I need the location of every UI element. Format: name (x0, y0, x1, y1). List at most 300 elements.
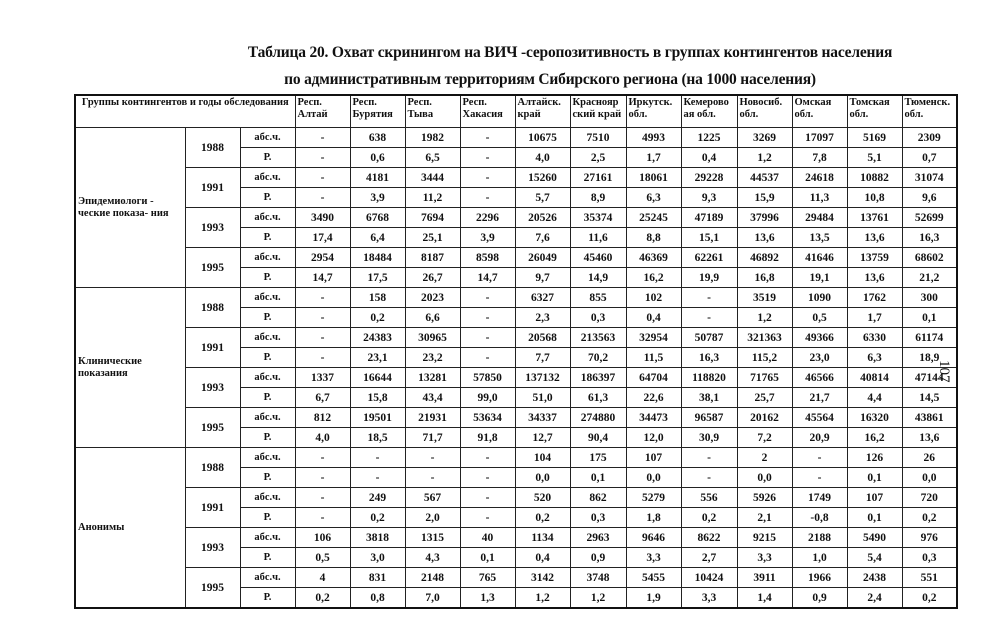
measure-type-cell: Р. (240, 188, 295, 208)
value-cell: - (792, 448, 847, 468)
value-cell: 22,6 (626, 388, 681, 408)
value-cell: 175 (570, 448, 626, 468)
value-cell: - (295, 488, 350, 508)
year-cell: 1993 (185, 208, 240, 248)
value-cell: 6768 (350, 208, 405, 228)
measure-type-cell: Р. (240, 268, 295, 288)
value-cell: 137132 (515, 368, 570, 388)
value-cell: 6,5 (405, 148, 460, 168)
value-cell: 1337 (295, 368, 350, 388)
value-cell: 2,4 (847, 588, 902, 609)
value-cell: 0,5 (792, 308, 847, 328)
value-cell: 71765 (737, 368, 792, 388)
value-cell: 13,6 (737, 228, 792, 248)
value-cell: 2,3 (515, 308, 570, 328)
value-cell: 3748 (570, 568, 626, 588)
value-cell: 1,7 (626, 148, 681, 168)
measure-type-cell: абс.ч. (240, 368, 295, 388)
value-cell: 0,0 (626, 468, 681, 488)
value-cell: 2188 (792, 528, 847, 548)
value-cell: 40814 (847, 368, 902, 388)
value-cell: 2954 (295, 248, 350, 268)
measure-type-cell: абс.ч. (240, 128, 295, 148)
value-cell: 1,2 (570, 588, 626, 609)
value-cell: 21931 (405, 408, 460, 428)
value-cell: 57850 (460, 368, 515, 388)
value-cell: 17,5 (350, 268, 405, 288)
value-cell: 16,2 (847, 428, 902, 448)
value-cell: 47144 (902, 368, 957, 388)
measure-type-cell: Р. (240, 468, 295, 488)
value-cell: 2963 (570, 528, 626, 548)
value-cell: 21,2 (902, 268, 957, 288)
hiv-screening-table (74, 94, 958, 609)
value-cell: 68602 (902, 248, 957, 268)
value-cell: 62261 (681, 248, 737, 268)
value-cell: 551 (902, 568, 957, 588)
value-cell: 4993 (626, 128, 681, 148)
value-cell: 15,9 (737, 188, 792, 208)
value-cell: 862 (570, 488, 626, 508)
value-cell: 19,1 (792, 268, 847, 288)
value-cell: - (295, 188, 350, 208)
table-header-row (75, 95, 957, 128)
value-cell: 20568 (515, 328, 570, 348)
value-cell: 1090 (792, 288, 847, 308)
value-cell: 300 (902, 288, 957, 308)
measure-type-cell: Р. (240, 388, 295, 408)
value-cell: 13,6 (847, 228, 902, 248)
value-cell: 9,7 (515, 268, 570, 288)
measure-type-cell: абс.ч. (240, 208, 295, 228)
table-row (75, 168, 957, 188)
value-cell: 13761 (847, 208, 902, 228)
value-cell: 2,0 (405, 508, 460, 528)
value-cell: 4,0 (295, 428, 350, 448)
value-cell: 10675 (515, 128, 570, 148)
value-cell: 249 (350, 488, 405, 508)
value-cell: 25245 (626, 208, 681, 228)
value-cell: 1982 (405, 128, 460, 148)
value-cell: 9646 (626, 528, 681, 548)
value-cell: 46369 (626, 248, 681, 268)
value-cell: 31074 (902, 168, 957, 188)
value-cell: - (460, 288, 515, 308)
table-row (75, 408, 957, 428)
value-cell: 1762 (847, 288, 902, 308)
value-cell: 18484 (350, 248, 405, 268)
value-cell: 2148 (405, 568, 460, 588)
column-header: Иркутск. обл. (626, 95, 681, 128)
value-cell: 51,0 (515, 388, 570, 408)
value-cell: 855 (570, 288, 626, 308)
value-cell: 37996 (737, 208, 792, 228)
value-cell: 556 (681, 488, 737, 508)
value-cell: 3,3 (681, 588, 737, 609)
table-row (75, 288, 957, 308)
value-cell: 7510 (570, 128, 626, 148)
value-cell: 7,2 (737, 428, 792, 448)
value-cell: 1134 (515, 528, 570, 548)
value-cell: 0,2 (295, 588, 350, 609)
value-cell: - (460, 348, 515, 368)
value-cell: 6330 (847, 328, 902, 348)
value-cell: - (295, 508, 350, 528)
value-cell: 16,3 (681, 348, 737, 368)
value-cell: 0,2 (515, 508, 570, 528)
table-body (75, 95, 957, 608)
year-cell: 1991 (185, 168, 240, 208)
value-cell: 61174 (902, 328, 957, 348)
value-cell: 3269 (737, 128, 792, 148)
value-cell: 4,3 (405, 548, 460, 568)
value-cell: 29484 (792, 208, 847, 228)
value-cell: 0,1 (570, 468, 626, 488)
column-header: Омская обл. (792, 95, 847, 128)
value-cell: 321363 (737, 328, 792, 348)
value-cell: 0,4 (626, 308, 681, 328)
value-cell: 4,4 (847, 388, 902, 408)
year-cell: 1988 (185, 448, 240, 488)
value-cell: 6,7 (295, 388, 350, 408)
value-cell: 5926 (737, 488, 792, 508)
value-cell: 4,0 (515, 148, 570, 168)
value-cell: 13,6 (847, 268, 902, 288)
value-cell: 7,6 (515, 228, 570, 248)
value-cell: - (295, 168, 350, 188)
value-cell: 13281 (405, 368, 460, 388)
value-cell: 12,0 (626, 428, 681, 448)
value-cell: - (295, 448, 350, 468)
table-title-line-1: Таблица 20. Охват скринингом на ВИЧ -серопозитивность в группах контингентов населения (247, 44, 893, 61)
value-cell: 106 (295, 528, 350, 548)
measure-type-cell: Р. (240, 428, 295, 448)
value-cell: 18,5 (350, 428, 405, 448)
value-cell: 16,2 (626, 268, 681, 288)
measure-type-cell: Р. (240, 148, 295, 168)
value-cell: 0,3 (570, 308, 626, 328)
value-cell: - (460, 508, 515, 528)
value-cell: 14,7 (295, 268, 350, 288)
value-cell: 3519 (737, 288, 792, 308)
value-cell: 126 (847, 448, 902, 468)
value-cell: 11,6 (570, 228, 626, 248)
value-cell: 8598 (460, 248, 515, 268)
value-cell: 44537 (737, 168, 792, 188)
value-cell: - (460, 148, 515, 168)
value-cell: 158 (350, 288, 405, 308)
value-cell: 2,7 (681, 548, 737, 568)
value-cell: 5,7 (515, 188, 570, 208)
value-cell: 107 (847, 488, 902, 508)
value-cell: 7,8 (792, 148, 847, 168)
value-cell: 21,7 (792, 388, 847, 408)
value-cell: 3444 (405, 168, 460, 188)
value-cell: 15,1 (681, 228, 737, 248)
value-cell: 0,1 (847, 508, 902, 528)
value-cell: - (295, 468, 350, 488)
column-header: Кемерово ая обл. (681, 95, 737, 128)
value-cell: 5,1 (847, 148, 902, 168)
value-cell: 47189 (681, 208, 737, 228)
year-cell: 1995 (185, 408, 240, 448)
value-cell: 18061 (626, 168, 681, 188)
group-label: Эпидемиологи - ческие показа- ния (75, 128, 185, 288)
value-cell: 27161 (570, 168, 626, 188)
value-cell: 7,0 (405, 588, 460, 609)
value-cell: 15,8 (350, 388, 405, 408)
value-cell: 6,3 (847, 348, 902, 368)
value-cell: 104 (515, 448, 570, 468)
value-cell: 831 (350, 568, 405, 588)
value-cell: 7694 (405, 208, 460, 228)
value-cell: 11,2 (405, 188, 460, 208)
value-cell: 0,2 (350, 308, 405, 328)
measure-type-cell: абс.ч. (240, 488, 295, 508)
value-cell: 71,7 (405, 428, 460, 448)
value-cell: 8,9 (570, 188, 626, 208)
value-cell: 16,3 (902, 228, 957, 248)
measure-type-cell: Р. (240, 548, 295, 568)
value-cell: 274880 (570, 408, 626, 428)
value-cell: - (681, 468, 737, 488)
value-cell: 2309 (902, 128, 957, 148)
value-cell: 46566 (792, 368, 847, 388)
value-cell: 3,3 (737, 548, 792, 568)
value-cell: 1,3 (460, 588, 515, 609)
value-cell: 115,2 (737, 348, 792, 368)
value-cell: 0,0 (515, 468, 570, 488)
value-cell: 23,0 (792, 348, 847, 368)
value-cell: - (460, 468, 515, 488)
value-cell: - (681, 308, 737, 328)
value-cell: 70,2 (570, 348, 626, 368)
value-cell: - (460, 488, 515, 508)
value-cell: 1225 (681, 128, 737, 148)
value-cell: - (295, 128, 350, 148)
value-cell: 638 (350, 128, 405, 148)
year-cell: 1993 (185, 368, 240, 408)
value-cell: 5455 (626, 568, 681, 588)
year-cell: 1988 (185, 128, 240, 168)
value-cell: 19,9 (681, 268, 737, 288)
year-cell: 1995 (185, 568, 240, 609)
value-cell: 46892 (737, 248, 792, 268)
value-cell: 0,1 (902, 308, 957, 328)
value-cell: 52699 (902, 208, 957, 228)
value-cell: 520 (515, 488, 570, 508)
value-cell: 11,5 (626, 348, 681, 368)
column-header: Краснояр ский край (570, 95, 626, 128)
value-cell: 1315 (405, 528, 460, 548)
value-cell: 1,0 (792, 548, 847, 568)
value-cell: 40 (460, 528, 515, 548)
value-cell: 0,4 (515, 548, 570, 568)
value-cell: 45564 (792, 408, 847, 428)
year-cell: 1993 (185, 528, 240, 568)
column-header: Тюменск. обл. (902, 95, 957, 128)
value-cell: 186397 (570, 368, 626, 388)
value-cell: 3,3 (626, 548, 681, 568)
value-cell: - (460, 168, 515, 188)
year-cell: 1995 (185, 248, 240, 288)
value-cell: 5279 (626, 488, 681, 508)
table-row (75, 448, 957, 468)
value-cell: 213563 (570, 328, 626, 348)
table-row (75, 368, 957, 388)
value-cell: 13759 (847, 248, 902, 268)
value-cell: 0,2 (902, 508, 957, 528)
value-cell: 34473 (626, 408, 681, 428)
table-row (75, 488, 957, 508)
value-cell: 0,8 (350, 588, 405, 609)
value-cell: - (460, 308, 515, 328)
value-cell: 30965 (405, 328, 460, 348)
value-cell: 32954 (626, 328, 681, 348)
value-cell: 49366 (792, 328, 847, 348)
value-cell: 8622 (681, 528, 737, 548)
column-header: Новосиб. обл. (737, 95, 792, 128)
value-cell: - (350, 468, 405, 488)
value-cell: 25,1 (405, 228, 460, 248)
value-cell: 5,4 (847, 548, 902, 568)
value-cell: 2296 (460, 208, 515, 228)
value-cell: 0,9 (792, 588, 847, 609)
measure-type-cell: абс.ч. (240, 168, 295, 188)
value-cell: 26049 (515, 248, 570, 268)
value-cell: 90,4 (570, 428, 626, 448)
value-cell: 19501 (350, 408, 405, 428)
value-cell: 3490 (295, 208, 350, 228)
value-cell: 1966 (792, 568, 847, 588)
table-row (75, 528, 957, 548)
value-cell: 34337 (515, 408, 570, 428)
value-cell: 6,6 (405, 308, 460, 328)
column-header: Респ. Алтай (295, 95, 350, 128)
group-label: Анонимы (75, 448, 185, 609)
value-cell: 13,6 (902, 428, 957, 448)
value-cell: 9,6 (902, 188, 957, 208)
value-cell: 96587 (681, 408, 737, 428)
value-cell: 43861 (902, 408, 957, 428)
value-cell: 2 (737, 448, 792, 468)
value-cell: - (460, 128, 515, 148)
value-cell: 3142 (515, 568, 570, 588)
value-cell: - (295, 348, 350, 368)
value-cell: 15260 (515, 168, 570, 188)
value-cell: 0,1 (460, 548, 515, 568)
value-cell: 14,5 (902, 388, 957, 408)
value-cell: 3818 (350, 528, 405, 548)
table-row (75, 248, 957, 268)
value-cell: 9215 (737, 528, 792, 548)
value-cell: 12,7 (515, 428, 570, 448)
value-cell: - (350, 448, 405, 468)
value-cell: 25,7 (737, 388, 792, 408)
value-cell: 720 (902, 488, 957, 508)
value-cell: 2438 (847, 568, 902, 588)
value-cell: 23,1 (350, 348, 405, 368)
value-cell: 2,5 (570, 148, 626, 168)
value-cell: 1,2 (737, 308, 792, 328)
value-cell: 1,2 (515, 588, 570, 609)
value-cell: 6327 (515, 288, 570, 308)
value-cell: 24383 (350, 328, 405, 348)
value-cell: 18,9 (902, 348, 957, 368)
value-cell: 2023 (405, 288, 460, 308)
column-header: Томская обл. (847, 95, 902, 128)
value-cell: - (295, 288, 350, 308)
value-cell: 9,3 (681, 188, 737, 208)
value-cell: 3,9 (460, 228, 515, 248)
measure-type-cell: абс.ч. (240, 408, 295, 428)
value-cell: 41646 (792, 248, 847, 268)
value-cell: 8187 (405, 248, 460, 268)
column-header: Респ. Хакасия (460, 95, 515, 128)
value-cell: 10882 (847, 168, 902, 188)
value-cell: 53634 (460, 408, 515, 428)
value-cell: 0,7 (902, 148, 957, 168)
value-cell: - (681, 288, 737, 308)
column-header: Респ. Тыва (405, 95, 460, 128)
table-title-line-2: по административным территориям Сибирского региона (на 1000 населения) (284, 71, 816, 88)
value-cell: 1,9 (626, 588, 681, 609)
value-cell: 3911 (737, 568, 792, 588)
value-cell: 4181 (350, 168, 405, 188)
value-cell: 23,2 (405, 348, 460, 368)
value-cell: 35374 (570, 208, 626, 228)
value-cell: 1,4 (737, 588, 792, 609)
value-cell: - (405, 448, 460, 468)
table-row (75, 568, 957, 588)
value-cell: 45460 (570, 248, 626, 268)
value-cell: 812 (295, 408, 350, 428)
value-cell: - (460, 328, 515, 348)
value-cell: 0,9 (570, 548, 626, 568)
value-cell: 11,3 (792, 188, 847, 208)
value-cell: 61,3 (570, 388, 626, 408)
value-cell: - (460, 188, 515, 208)
value-cell: - (792, 468, 847, 488)
value-cell: 107 (626, 448, 681, 468)
value-cell: 8,8 (626, 228, 681, 248)
value-cell: - (681, 448, 737, 468)
measure-type-cell: абс.ч. (240, 568, 295, 588)
value-cell: 24618 (792, 168, 847, 188)
year-cell: 1991 (185, 328, 240, 368)
value-cell: 0,0 (902, 468, 957, 488)
value-cell: 6,4 (350, 228, 405, 248)
value-cell: 20526 (515, 208, 570, 228)
value-cell: 14,7 (460, 268, 515, 288)
measure-type-cell: абс.ч. (240, 248, 295, 268)
value-cell: - (295, 148, 350, 168)
measure-type-cell: абс.ч. (240, 328, 295, 348)
value-cell: 10424 (681, 568, 737, 588)
measure-type-cell: Р. (240, 588, 295, 609)
value-cell: 29228 (681, 168, 737, 188)
value-cell: 16,8 (737, 268, 792, 288)
value-cell: 567 (405, 488, 460, 508)
value-cell: 20,9 (792, 428, 847, 448)
measure-type-cell: абс.ч. (240, 448, 295, 468)
value-cell: 64704 (626, 368, 681, 388)
measure-type-cell: абс.ч. (240, 288, 295, 308)
table-row (75, 208, 957, 228)
value-cell: 765 (460, 568, 515, 588)
table-row (75, 328, 957, 348)
value-cell: 1,2 (737, 148, 792, 168)
